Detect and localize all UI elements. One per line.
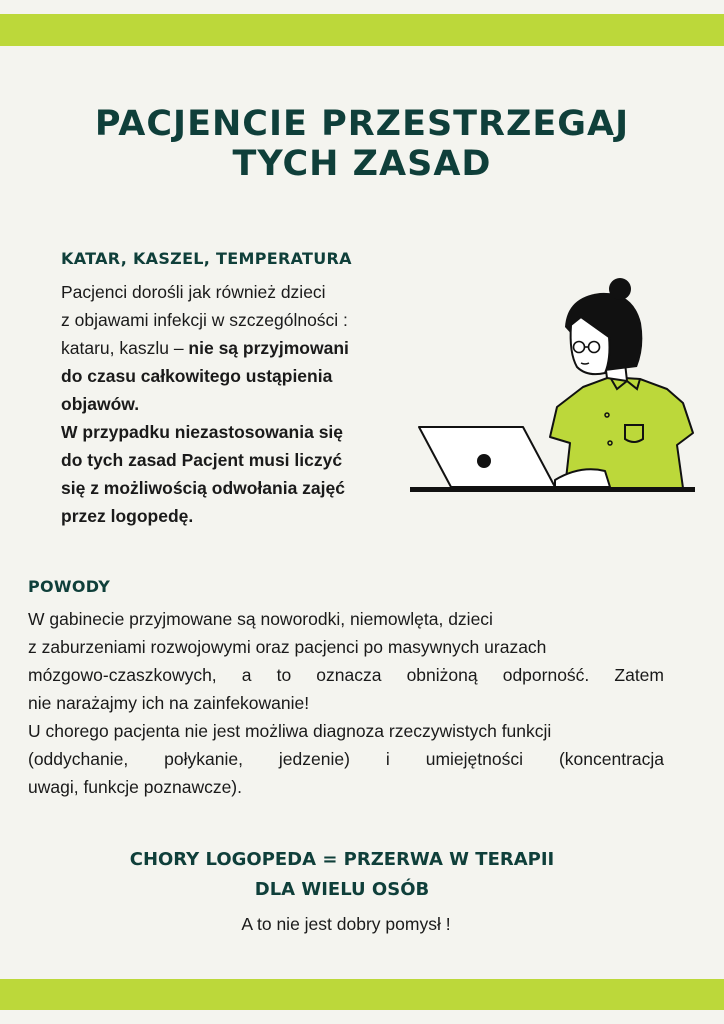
text-line: (oddychanie, połykanie, jedzenie) i umiejętności (koncentracja: [28, 749, 664, 769]
text-line: U chorego pacjenta nie jest możliwa diagnoza rzeczywistych funkcji: [28, 721, 552, 741]
section-heading-symptoms: KATAR, KASZEL, TEMPERATURA: [61, 249, 352, 268]
text-line: [61, 334, 406, 362]
reasons-paragraph: [28, 605, 664, 801]
text-line: uwagi, funkcje poznawcze).: [28, 777, 242, 797]
laptop-logo-dot: [477, 454, 491, 468]
bold-fragment: do czasu całkowitego ustąpienia: [61, 366, 333, 386]
text-line: [61, 362, 406, 390]
text-line: mózgowo-czaszkowych, a to oznacza obniżoną odporność. Zatem: [28, 665, 664, 685]
text-line: [61, 446, 406, 474]
closing-note: A to nie jest dobry pomysł !: [241, 914, 451, 934]
text-line: [61, 502, 406, 530]
symptoms-paragraph: [61, 278, 406, 530]
bold-fragment: się z możliwością odwołania zajęć: [61, 478, 345, 498]
conclusion-line: DLA WIELU OSÓB: [254, 879, 430, 900]
arm-shape: [555, 469, 610, 487]
hair-bun: [609, 278, 631, 300]
bottom-accent-band: [0, 979, 724, 1010]
bold-fragment: objawów.: [61, 394, 140, 414]
bold-fragment: W przypadku niezastosowania się: [61, 422, 344, 442]
bold-fragment: do tych zasad Pacjent musi liczyć: [61, 450, 343, 470]
title-line: TYCH ZASAD: [232, 144, 492, 184]
page-title: [0, 104, 724, 184]
text-fragment: kataru, kaszlu –: [61, 338, 189, 358]
bold-fragment: nie są przyjmowani: [188, 338, 349, 358]
text-line: z zaburzeniami rozwojowymi oraz pacjenci po masywnych urazach: [28, 637, 547, 657]
text-line: [61, 390, 406, 418]
text-line: [61, 418, 406, 446]
title-line: PACJENCIE PRZESTRZEGAJ: [94, 104, 630, 144]
text-line: W gabinecie przyjmowane są noworodki, niemowlęta, dzieci: [28, 609, 493, 629]
shirt-shape: [550, 377, 693, 488]
text-line: Pacjenci dorośli jak również dzieci: [61, 282, 326, 302]
bold-fragment: przez logopedę.: [61, 506, 194, 526]
top-accent-band: [0, 14, 724, 46]
conclusion-heading: [0, 845, 684, 905]
text-line: [61, 474, 406, 502]
section-heading-reasons: POWODY: [28, 577, 111, 596]
text-line: nie narażajmy ich na zainfekowanie!: [28, 693, 310, 713]
conclusion-line: CHORY LOGOPEDA = PRZERWA W TERAPII: [129, 849, 555, 870]
text-line: z objawami infekcji w szczególności :: [61, 310, 348, 330]
woman-at-laptop-illustration: [405, 275, 700, 500]
